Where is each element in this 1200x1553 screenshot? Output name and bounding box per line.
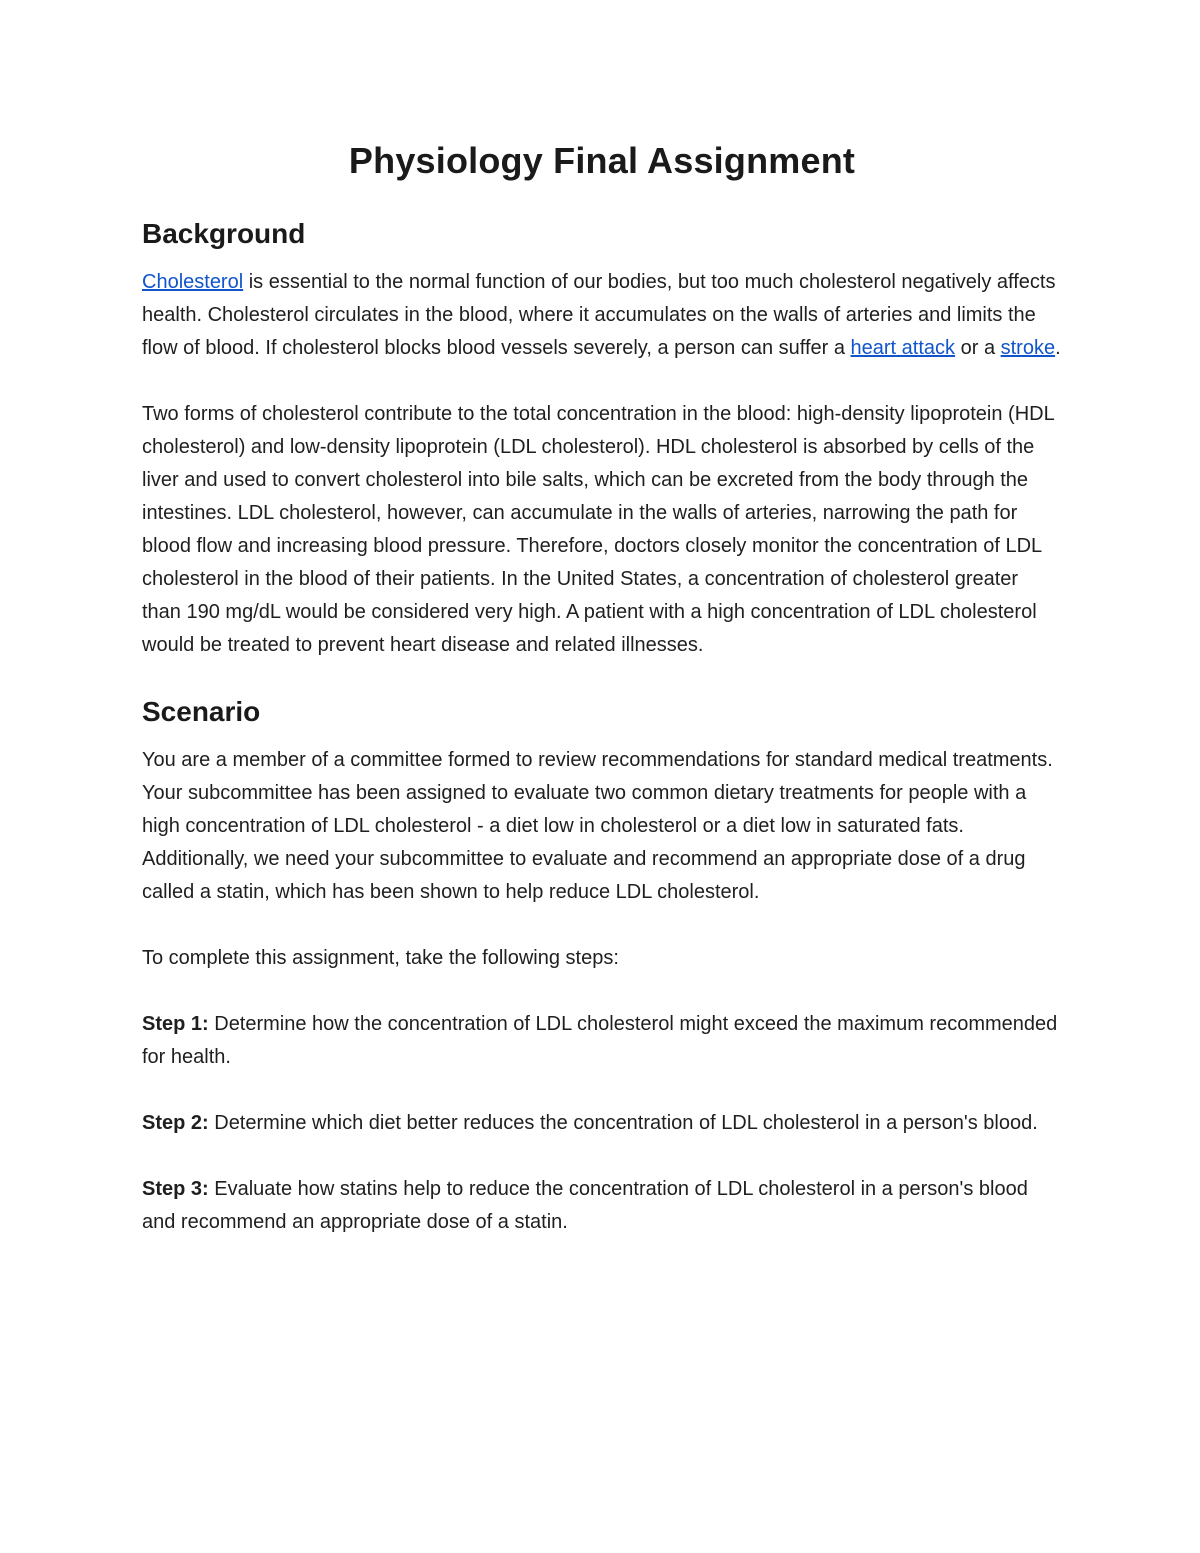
background-section xyxy=(142,218,1062,662)
heart-attack-link[interactable]: heart attack xyxy=(850,337,956,359)
step-2 xyxy=(142,1107,1062,1140)
step-1-text: Determine how the concentration of LDL cholesterol might exceed the maximum recommended for health. xyxy=(142,1013,1058,1068)
step-2-label: Step 2: xyxy=(142,1112,209,1134)
background-paragraph-1-text-1: is essential to the normal function of our bodies, but too much cholesterol negatively affects health. Cholesterol circulates in the blood, where it accumulates on the walls of arteries and limits the flow of blood. If cholesterol blocks blood vessels severely, a person can suffer a xyxy=(142,271,1056,359)
step-2-text: Determine which diet better reduces the concentration of LDL cholesterol in a person's blood. xyxy=(208,1112,1038,1134)
background-heading: Background xyxy=(142,218,306,249)
step-1-label: Step 1: xyxy=(142,1013,209,1035)
document-page xyxy=(142,140,1062,1239)
step-3 xyxy=(142,1173,1062,1239)
background-paragraph-1 xyxy=(142,266,1062,365)
scenario-paragraph-2: To complete this assignment, take the following steps: xyxy=(142,947,619,969)
scenario-paragraph-1: You are a member of a committee formed to review recommendations for standard medical treatments. Your subcommittee has been assigned to evaluate two common dietary treatments for people with a high concentration of LDL cholesterol - a diet low in cholesterol or a diet low in saturated fats. Additionally, we need your subcommittee to evaluate and recommend an appropriate dose of a drug called a statin, which has been shown to help reduce LDL cholesterol. xyxy=(142,749,1053,903)
scenario-heading: Scenario xyxy=(142,696,261,727)
page-title: Physiology Final Assignment xyxy=(348,140,856,181)
background-paragraph-1-text-2: or a xyxy=(955,337,1001,359)
stroke-link[interactable]: stroke xyxy=(1000,337,1056,359)
step-3-label: Step 3: xyxy=(142,1178,209,1200)
background-paragraph-1-text-3: . xyxy=(1055,337,1061,359)
step-1 xyxy=(142,1008,1062,1074)
step-3-text: Evaluate how statins help to reduce the concentration of LDL cholesterol in a person's blood and recommend an appropriate dose of a statin. xyxy=(142,1178,1028,1233)
scenario-section xyxy=(142,696,1062,1239)
background-paragraph-2: Two forms of cholesterol contribute to the total concentration in the blood: high-density lipoprotein (HDL cholesterol) and low-density lipoprotein (LDL cholesterol). HDL cholesterol is absorbed by cells of the liver and used to convert cholesterol into bile salts, which can be excreted from the body through the intestines. LDL cholesterol, however, can accumulate in the walls of arteries, narrowing the path for blood flow and increasing blood pressure. Therefore, doctors closely monitor the concentration of LDL cholesterol in the blood of their patients. In the United States, a concentration of cholesterol greater than 190 mg/dL would be considered very high. A patient with a high concentration of LDL cholesterol would be treated to prevent heart disease and related illnesses. xyxy=(142,403,1054,656)
cholesterol-link[interactable]: Cholesterol xyxy=(142,271,244,293)
